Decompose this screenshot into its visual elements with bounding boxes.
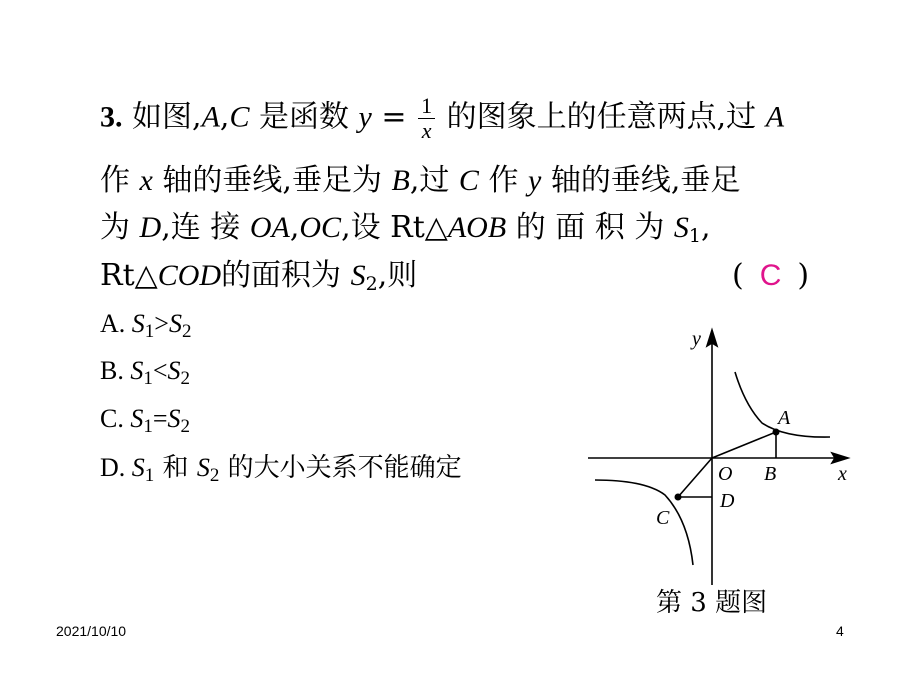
segment-OA — [712, 432, 776, 458]
footer-page-number: 4 — [836, 623, 844, 639]
hyperbola-branch-3 — [595, 480, 693, 565]
label-C: C — [656, 507, 670, 529]
label-x: x — [838, 463, 847, 485]
point-C — [675, 494, 682, 501]
option-b: B. $S_1<S_2$ — [100, 356, 191, 389]
x-axis-arrow — [832, 453, 848, 463]
question-line-2: 作 x 轴的垂线,垂足为 B,过 C 作 y 轴的垂线,垂足 — [100, 163, 741, 198]
option-c: C. $S_1=S_2$ — [100, 404, 191, 437]
label-D: D — [720, 490, 735, 512]
label-O: O — [718, 463, 733, 485]
option-a: A. $S_1>S_2$ — [100, 309, 192, 342]
answer-letter: C — [759, 259, 782, 292]
question-line-1: 3. 如图,A,C 是函数 y = $\frac{1}{x}$ 的图象上的任意两点,过 A — [100, 93, 785, 143]
label-y: y — [692, 328, 701, 350]
y-axis-arrow — [707, 330, 717, 346]
answer-bracket: ( C ) — [732, 258, 810, 293]
point-A — [773, 429, 780, 436]
question-number: 3. — [100, 100, 123, 134]
figure-caption: 第 3 题图 — [656, 588, 768, 618]
question-line-3: 为 D,连 接 OA,OC,设 Rt△AOB 的 面 积 为 $S_1$, — [100, 210, 711, 247]
question-line-4: Rt△COD的面积为 $S_2$,则 — [100, 258, 418, 295]
fraction-one-over-x: $\frac{1}{x}$ — [418, 94, 435, 143]
label-A: A — [778, 407, 791, 429]
footer-date: 2021/10/10 — [56, 623, 127, 639]
label-B: B — [764, 463, 777, 485]
segment-OC — [678, 458, 712, 497]
option-d: D. $S_1$ 和 $S_2$ 的大小关系不能确定 — [100, 453, 462, 486]
